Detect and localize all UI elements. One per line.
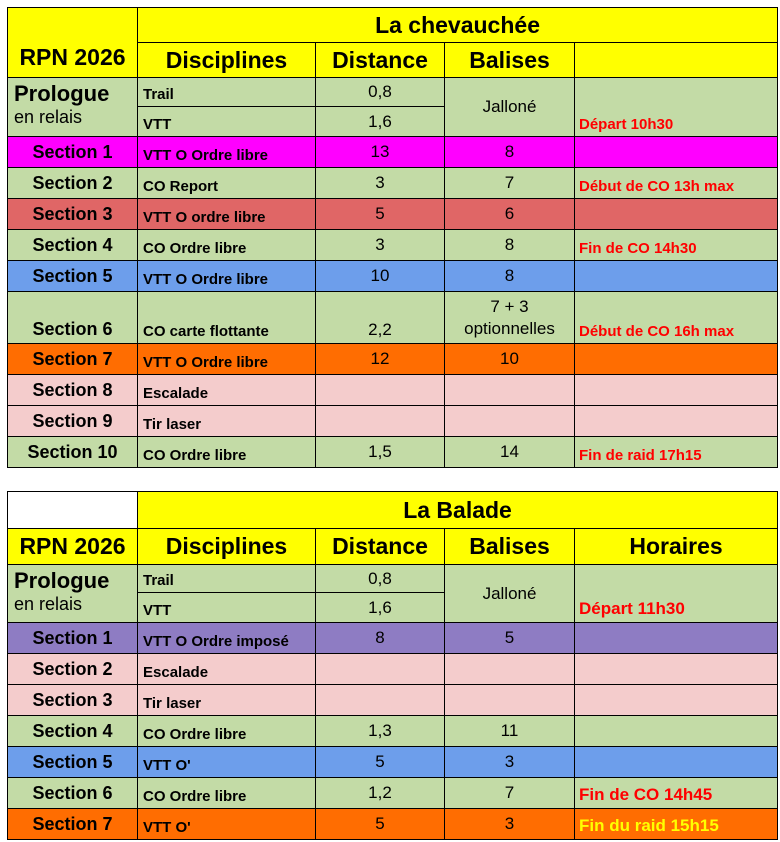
discipline-cell: VTT O' (138, 809, 316, 840)
distance-cell: 1,3 (316, 716, 445, 747)
note-cell (575, 344, 778, 375)
discipline-cell: Trail (138, 565, 316, 593)
rpn-label: RPN 2026 (8, 529, 138, 565)
discipline-cell: VTT O' (138, 747, 316, 778)
table-row (8, 168, 778, 199)
table-row (8, 375, 778, 406)
discipline-cell: VTT O Ordre libre (138, 344, 316, 375)
note-cell (575, 406, 778, 437)
section-cell: Section 10 (8, 437, 138, 468)
balises-cell: 8 (445, 261, 575, 292)
distance-cell (316, 406, 445, 437)
balises-cell: 7 (445, 168, 575, 199)
note-cell (575, 261, 778, 292)
table-row (8, 292, 778, 344)
distance-cell: 1,6 (316, 593, 445, 623)
balises-cell: 10 (445, 344, 575, 375)
balises-cell: 11 (445, 716, 575, 747)
balises-cell: 3 (445, 809, 575, 840)
balade-table (7, 491, 778, 840)
note-cell (575, 747, 778, 778)
section-cell: Section 6 (8, 292, 138, 344)
table-row (8, 406, 778, 437)
discipline-cell: VTT O Ordre libre (138, 137, 316, 168)
header-balises: Balises (445, 529, 575, 565)
distance-cell: 8 (316, 623, 445, 654)
header-distance: Distance (316, 529, 445, 565)
blank-corner (8, 492, 138, 529)
distance-cell: 12 (316, 344, 445, 375)
balises-cell (445, 292, 575, 344)
discipline-cell: CO Ordre libre (138, 778, 316, 809)
note-cell: Fin de CO 14h30 (575, 230, 778, 261)
section-cell: Section 1 (8, 137, 138, 168)
section-cell: Section 9 (8, 406, 138, 437)
discipline-cell: CO carte flottante (138, 292, 316, 344)
rpn-label: RPN 2026 (8, 8, 138, 78)
distance-cell: 1,6 (316, 107, 445, 137)
note-cell (575, 654, 778, 685)
section-cell: Section 3 (8, 685, 138, 716)
header-horaires: Horaires (575, 529, 778, 565)
header-disciplines: Disciplines (138, 43, 316, 78)
table-row (8, 747, 778, 778)
note-cell (575, 137, 778, 168)
table-row (8, 809, 778, 840)
distance-cell: 5 (316, 199, 445, 230)
prologue-cell (8, 78, 138, 137)
note-cell: Début de CO 16h max (575, 292, 778, 344)
distance-cell (316, 654, 445, 685)
section-cell: Section 3 (8, 199, 138, 230)
note-cell: Départ 11h30 (575, 565, 778, 623)
table-title: La chevauchée (138, 8, 778, 43)
balises-cell: 8 (445, 137, 575, 168)
discipline-cell: VTT (138, 593, 316, 623)
balises-cell (445, 406, 575, 437)
distance-cell: 10 (316, 261, 445, 292)
balises-line: 7 + 3 (490, 296, 529, 316)
discipline-cell: Trail (138, 78, 316, 107)
note-cell (575, 199, 778, 230)
distance-cell: 13 (316, 137, 445, 168)
discipline-cell: VTT O ordre libre (138, 199, 316, 230)
distance-cell: 0,8 (316, 565, 445, 593)
balises-cell (445, 375, 575, 406)
section-cell: Section 4 (8, 230, 138, 261)
distance-cell: 5 (316, 747, 445, 778)
table-row (8, 199, 778, 230)
discipline-cell: Tir laser (138, 406, 316, 437)
note-cell: Fin de raid 17h15 (575, 437, 778, 468)
section-cell: Section 7 (8, 344, 138, 375)
chevauchee-table (7, 7, 778, 468)
table-row (8, 344, 778, 375)
balises-cell: 7 (445, 778, 575, 809)
balises-cell: 6 (445, 199, 575, 230)
balises-cell: 5 (445, 623, 575, 654)
section-cell: Section 1 (8, 623, 138, 654)
table-row (8, 137, 778, 168)
note-cell: Fin du raid 15h15 (575, 809, 778, 840)
distance-cell: 3 (316, 168, 445, 199)
table-row (8, 623, 778, 654)
balises-cell: 3 (445, 747, 575, 778)
discipline-cell: CO Ordre libre (138, 230, 316, 261)
balises-cell: Jalloné (445, 78, 575, 137)
header-distance: Distance (316, 43, 445, 78)
balises-cell (445, 654, 575, 685)
section-cell: Section 5 (8, 261, 138, 292)
table-row (8, 230, 778, 261)
header-disciplines: Disciplines (138, 529, 316, 565)
discipline-cell: VTT O Ordre libre (138, 261, 316, 292)
section-cell: Section 6 (8, 778, 138, 809)
section-cell: Section 2 (8, 168, 138, 199)
note-cell (575, 375, 778, 406)
balises-line: optionnelles (464, 318, 555, 338)
distance-cell (316, 685, 445, 716)
table-row (8, 437, 778, 468)
distance-cell: 3 (316, 230, 445, 261)
note-cell (575, 685, 778, 716)
distance-cell: 5 (316, 809, 445, 840)
header-balises: Balises (445, 43, 575, 78)
note-cell (575, 716, 778, 747)
distance-cell: 1,2 (316, 778, 445, 809)
balises-cell: 14 (445, 437, 575, 468)
prologue-cell (8, 565, 138, 623)
prologue-title: Prologue (14, 81, 110, 106)
note-cell: Départ 10h30 (575, 78, 778, 137)
discipline-cell: CO Report (138, 168, 316, 199)
distance-cell: 2,2 (316, 292, 445, 344)
prologue-subtitle: en relais (14, 107, 83, 127)
section-cell: Section 2 (8, 654, 138, 685)
table-title: La Balade (138, 492, 778, 529)
section-cell: Section 8 (8, 375, 138, 406)
note-cell: Début de CO 13h max (575, 168, 778, 199)
table-row (8, 261, 778, 292)
table-row (8, 654, 778, 685)
discipline-cell: VTT (138, 107, 316, 137)
note-cell (575, 623, 778, 654)
discipline-cell: CO Ordre libre (138, 716, 316, 747)
section-cell: Section 5 (8, 747, 138, 778)
discipline-cell: Escalade (138, 375, 316, 406)
discipline-cell: Escalade (138, 654, 316, 685)
distance-cell: 1,5 (316, 437, 445, 468)
table-row (8, 778, 778, 809)
table-row (8, 716, 778, 747)
prologue-subtitle: en relais (14, 594, 83, 614)
header-extra (575, 43, 778, 78)
balises-cell: Jalloné (445, 565, 575, 623)
section-cell: Section 7 (8, 809, 138, 840)
distance-cell: 0,8 (316, 78, 445, 107)
discipline-cell: CO Ordre libre (138, 437, 316, 468)
balises-cell: 8 (445, 230, 575, 261)
balises-cell (445, 685, 575, 716)
discipline-cell: VTT O Ordre imposé (138, 623, 316, 654)
note-cell: Fin de CO 14h45 (575, 778, 778, 809)
discipline-cell: Tir laser (138, 685, 316, 716)
prologue-title: Prologue (14, 568, 110, 593)
section-cell: Section 4 (8, 716, 138, 747)
table-row (8, 685, 778, 716)
distance-cell (316, 375, 445, 406)
